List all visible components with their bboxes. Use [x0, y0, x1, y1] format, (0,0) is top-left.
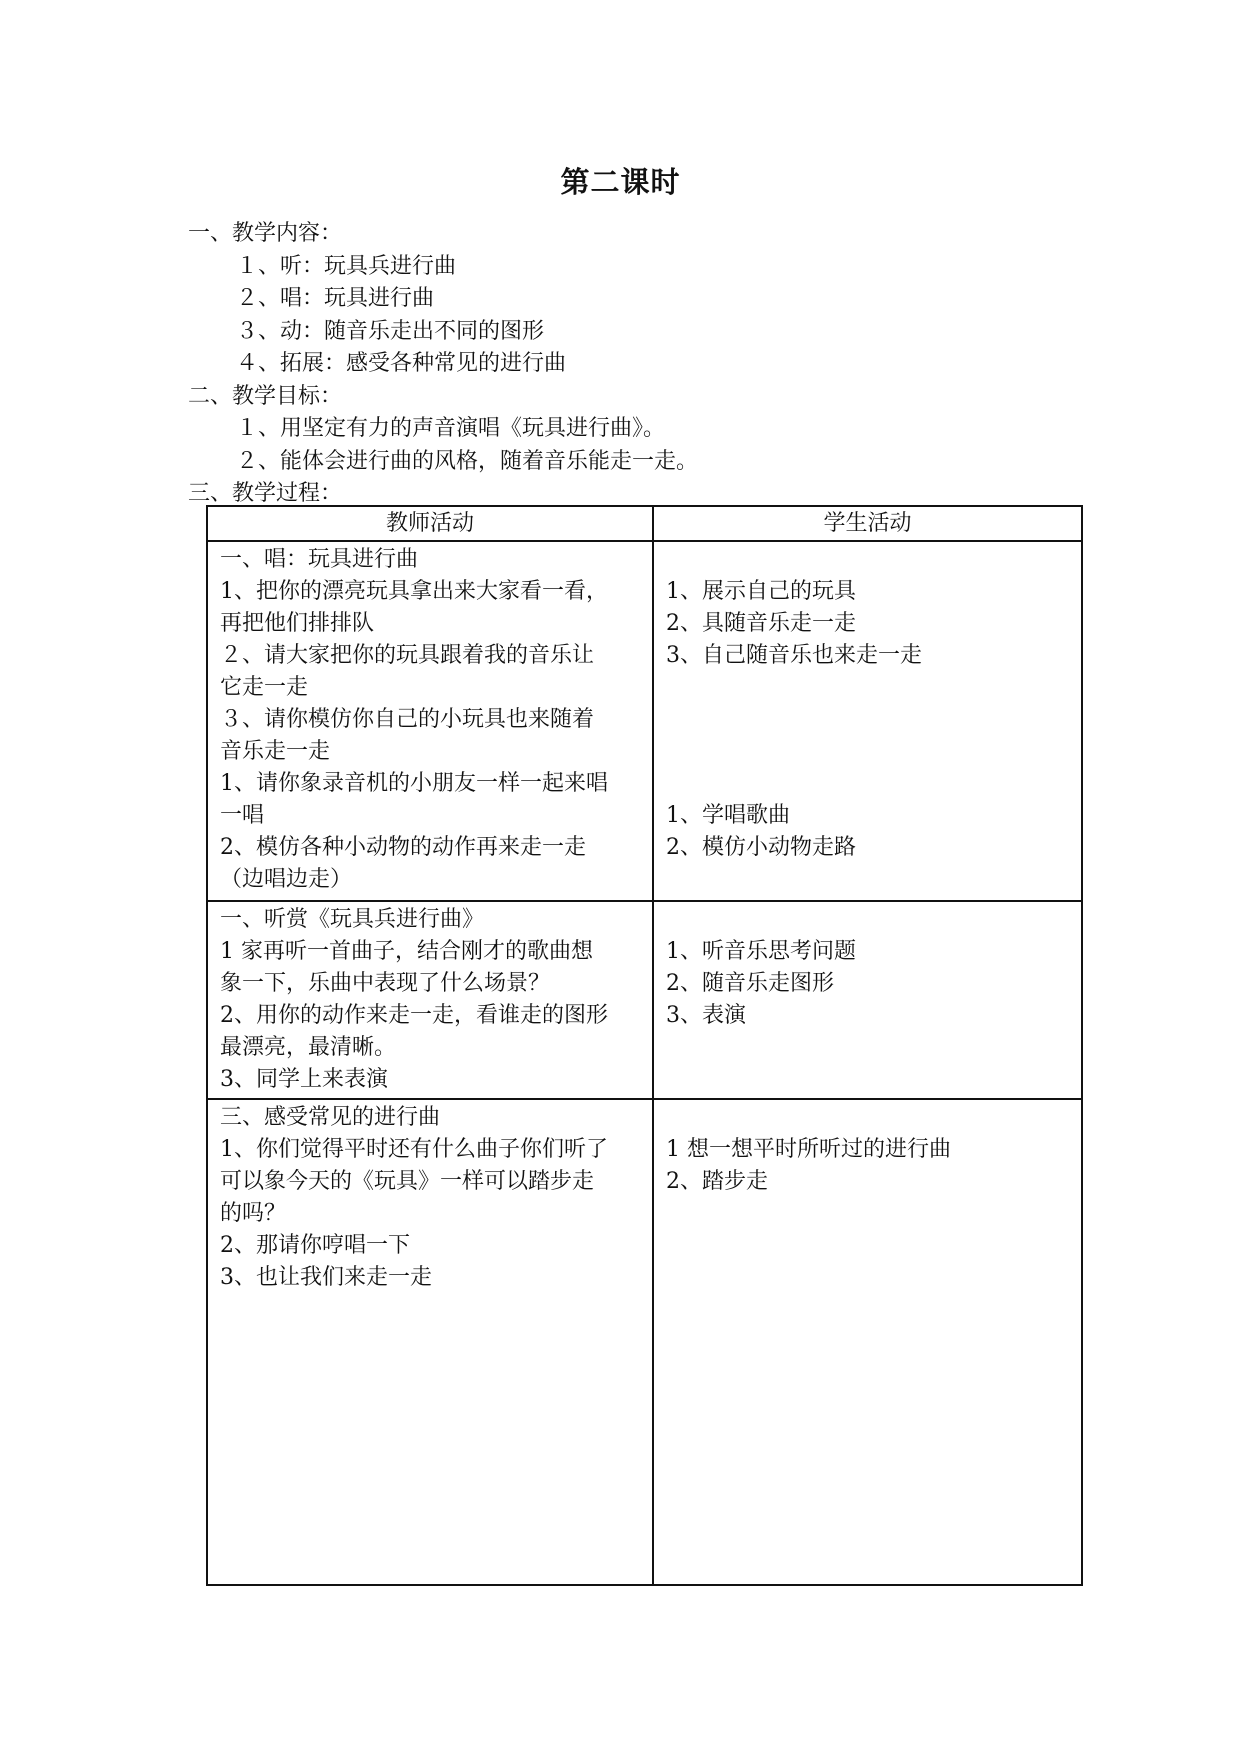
content-item: ２、唱：玩具进行曲: [236, 286, 435, 311]
student-line: 1 想一想平时所听过的进行曲: [666, 1137, 951, 1162]
teacher-line: 1、把你的漂亮玩具拿出来大家看一看，: [220, 579, 608, 604]
teacher-line: 可以象今天的《玩具》一样可以踏步走: [220, 1169, 595, 1194]
student-activity-cell: [653, 541, 1082, 901]
teacher-line: 2、模仿各种小动物的动作再来走一走: [220, 835, 586, 860]
student-line: 2、模仿小动物走路: [666, 835, 856, 860]
teacher-line: 再把他们排排队: [220, 611, 375, 636]
goal-item: ２、能体会进行曲的风格，随着音乐能走一走。: [236, 448, 699, 474]
teacher-line: 三、感受常见的进行曲: [220, 1105, 441, 1130]
teacher-line: ３、请你模仿你自己的小玩具也来随着: [220, 707, 595, 732]
teacher-line: 1 家再听一首曲子，结合刚才的歌曲想: [220, 939, 593, 964]
student-line: 2、具随音乐走一走: [666, 611, 856, 636]
student-line: 2、踏步走: [666, 1169, 768, 1194]
teacher-line: 最漂亮，最清晰。: [220, 1035, 397, 1060]
content-item: ３、动：随音乐走出不同的图形: [236, 318, 545, 344]
teacher-line: 3、也让我们来走一走: [220, 1265, 432, 1290]
teacher-line: 一、唱：玩具进行曲: [220, 547, 419, 572]
teacher-activity-cell: [207, 1099, 653, 1585]
content-heading: 一、教学内容：: [188, 221, 343, 246]
lesson-outline: [188, 218, 1088, 511]
student-activity-cell: [653, 1099, 1082, 1585]
table-header-row: [207, 506, 1082, 541]
student-line: 1、学唱歌曲: [666, 803, 790, 828]
teacher-line: 它走一走: [220, 675, 309, 700]
table-row: [207, 541, 1082, 901]
teacher-line: 2、那请你哼唱一下: [220, 1233, 410, 1258]
student-activity-cell: [653, 901, 1082, 1099]
goals-heading: 二、教学目标：: [188, 383, 343, 409]
teacher-line: 1、请你象录音机的小朋友一样一起来唱: [220, 771, 608, 796]
teacher-line: 一、听赏《玩具兵进行曲》: [220, 907, 485, 932]
lesson-process-table: [206, 505, 1083, 1586]
teacher-activity-header: 教师活动: [207, 506, 653, 541]
content-item: ４、拓展：感受各种常见的进行曲: [236, 351, 567, 376]
process-heading: 三、教学过程：: [188, 481, 343, 506]
content-item: １、听：玩具兵进行曲: [236, 253, 457, 279]
student-line: 1、听音乐思考问题: [666, 939, 856, 964]
teacher-line: 3、同学上来表演: [220, 1067, 388, 1092]
teacher-activity-cell: [207, 541, 653, 901]
teacher-line: 的吗？: [220, 1201, 287, 1226]
student-line: 2、随音乐走图形: [666, 971, 834, 996]
page-title: 第二课时: [560, 165, 681, 199]
table-row: [207, 1099, 1082, 1585]
teacher-line: 2、用你的动作来走一走，看谁走的图形: [220, 1003, 608, 1028]
student-line: 3、表演: [666, 1003, 746, 1028]
student-line: 1、展示自己的玩具: [666, 579, 856, 604]
teacher-line: 1、你们觉得平时还有什么曲子你们听了: [220, 1137, 608, 1162]
teacher-line: 象一下，乐曲中表现了什么场景？: [220, 971, 551, 996]
student-activity-header: 学生活动: [653, 506, 1082, 541]
table-row: [207, 901, 1082, 1099]
teacher-activity-cell: [207, 901, 653, 1099]
goal-item: １、用坚定有力的声音演唱《玩具进行曲》。: [236, 416, 666, 441]
teacher-line: 音乐走一走: [220, 739, 331, 764]
teacher-line: ２、请大家把你的玩具跟着我的音乐让: [220, 643, 595, 668]
teacher-line: （边唱边走）: [220, 867, 353, 892]
student-line: 3、自己随音乐也来走一走: [666, 643, 922, 668]
teacher-line: 一唱: [220, 803, 265, 828]
